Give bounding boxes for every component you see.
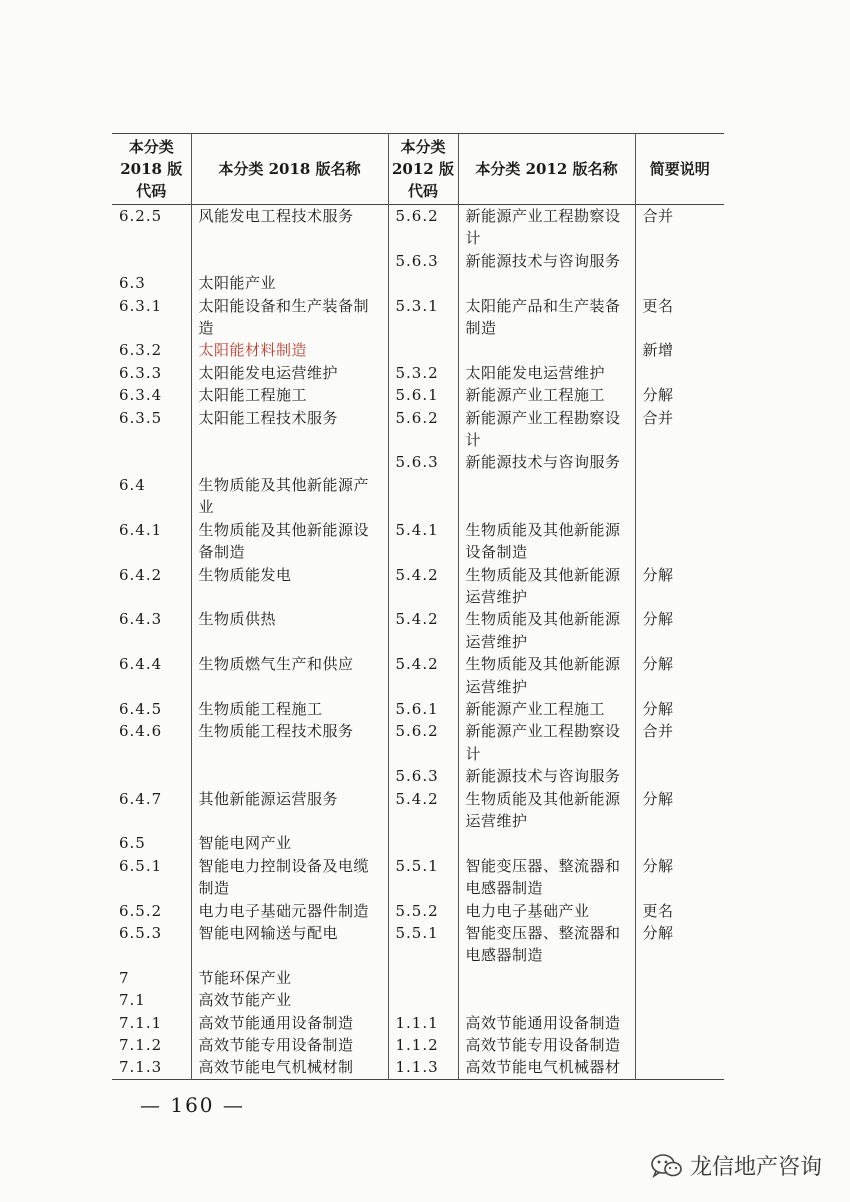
cell-code-2012: 5.4.1 <box>388 519 458 564</box>
cell-note <box>635 272 724 294</box>
cell-code-2018: 6.2.5 <box>112 205 191 250</box>
cell-code-2012: 1.1.3 <box>388 1056 458 1079</box>
cell-code-2012: 1.1.1 <box>388 1012 458 1034</box>
cell-name-2012: 电力电子基础产业 <box>458 900 635 922</box>
cell-name-2018: 生物质能及其他新能源设备制造 <box>191 519 388 564</box>
cell-code-2018: 7.1 <box>112 989 191 1011</box>
cell-note: 更名 <box>642 901 674 920</box>
table-row <box>112 967 724 989</box>
cell-name-2012: 新能源产业工程施工 <box>458 384 635 406</box>
cell-note <box>635 451 724 473</box>
cell-name-2012: 生物质能及其他新能源运营维护 <box>458 564 635 609</box>
cell-name-2012: 生物质能及其他新能源运营维护 <box>458 788 635 833</box>
cell-note: 分解 <box>642 699 674 718</box>
cell-name-2018: 生物质能及其他新能源产业 <box>191 474 388 519</box>
cell-code-2018: 6.5.2 <box>112 900 191 922</box>
cell-code-2018: 6.5.3 <box>112 922 191 967</box>
cell-name-2018: 生物质能工程技术服务 <box>191 720 388 765</box>
table-row <box>112 832 724 854</box>
cell-name-2012: 太阳能产品和生产装备制造 <box>458 295 635 340</box>
cell-code-2018: 6.4.5 <box>112 698 191 720</box>
table-row <box>112 1034 724 1056</box>
cell-name-2012: 高效节能通用设备制造 <box>458 1012 635 1034</box>
wechat-icon <box>650 1153 684 1179</box>
cell-note: 分解 <box>642 655 674 674</box>
cell-code-2012: 5.6.2 <box>388 407 458 452</box>
cell-code-2018: 7 <box>112 967 191 989</box>
table-row <box>112 900 724 922</box>
table-row <box>112 1012 724 1034</box>
header-note: 简要说明 <box>649 160 710 178</box>
table-row <box>112 339 724 361</box>
cell-code-2018 <box>112 250 191 272</box>
cell-note <box>635 1034 724 1056</box>
cell-note: 合并 <box>642 207 674 225</box>
cell-name-2018: 智能电力控制设备及电缆制造 <box>191 855 388 900</box>
classification-table-container <box>112 133 724 1080</box>
cell-name-2012: 智能变压器、整流器和电感器制造 <box>458 855 635 900</box>
cell-name-2018: 太阳能工程技术服务 <box>191 407 388 452</box>
cell-name-2012: 生物质能及其他新能源运营维护 <box>458 653 635 698</box>
cell-code-2018: 6.5 <box>112 832 191 854</box>
cell-name-2012 <box>458 967 635 989</box>
cell-code-2018: 6.4.4 <box>112 653 191 698</box>
cell-name-2012: 新能源技术与咨询服务 <box>458 250 635 272</box>
cell-code-2018 <box>112 765 191 787</box>
table-row <box>112 451 724 473</box>
cell-note <box>635 765 724 787</box>
table-row <box>112 362 724 384</box>
cell-note: 合并 <box>642 722 674 741</box>
cell-code-2012: 5.4.2 <box>388 564 458 609</box>
table-row <box>112 855 724 900</box>
table-row <box>112 295 724 340</box>
cell-code-2012: 5.5.2 <box>388 900 458 922</box>
cell-name-2012: 新能源技术与咨询服务 <box>458 765 635 787</box>
cell-code-2018: 6.3.3 <box>112 362 191 384</box>
cell-name-2018: 高效节能通用设备制造 <box>191 1012 388 1034</box>
cell-name-2012: 高效节能电气机械器材 <box>458 1056 635 1079</box>
cell-note: 分解 <box>642 856 674 875</box>
cell-note <box>635 519 724 564</box>
cell-name-2018: 其他新能源运营服务 <box>191 788 388 833</box>
cell-name-2018: 生物质能工程施工 <box>191 698 388 720</box>
cell-note: 分解 <box>642 610 674 629</box>
watermark-text: 龙信地产咨询 <box>689 1155 822 1180</box>
cell-code-2012: 5.6.1 <box>388 384 458 406</box>
table-row <box>112 272 724 294</box>
cell-code-2012: 1.1.2 <box>388 1034 458 1056</box>
cell-code-2018: 6.3.5 <box>112 407 191 452</box>
table-row <box>112 608 724 653</box>
table-row <box>112 653 724 698</box>
cell-code-2012: 5.6.2 <box>388 205 458 250</box>
cell-code-2012: 5.3.1 <box>388 295 458 340</box>
cell-name-2018: 生物质能发电 <box>191 564 388 609</box>
table-row <box>112 989 724 1011</box>
table-row <box>112 788 724 833</box>
cell-name-2018: 风能发电工程技术服务 <box>191 205 388 250</box>
cell-name-2018: 高效节能电气机械材制 <box>191 1056 388 1079</box>
cell-note: 分解 <box>642 924 674 942</box>
cell-note <box>635 1012 724 1034</box>
cell-name-2018: 电力电子基础元器件制造 <box>191 900 388 922</box>
cell-code-2012: 5.3.2 <box>388 362 458 384</box>
header-2012-code: 本分类 2012 版 代码 <box>388 134 458 205</box>
cell-code-2012: 5.6.2 <box>388 720 458 765</box>
cell-note: 新增 <box>642 341 674 360</box>
cell-name-2012: 新能源产业工程施工 <box>458 698 635 720</box>
cell-note <box>635 832 724 854</box>
cell-code-2012: 5.4.2 <box>388 653 458 698</box>
table-row <box>112 205 724 250</box>
cell-name-2012 <box>458 989 635 1011</box>
table-row <box>112 720 724 765</box>
cell-name-2012: 智能变压器、整流器和电感器制造 <box>458 922 635 967</box>
cell-code-2018: 7.1.2 <box>112 1034 191 1056</box>
cell-code-2012 <box>388 989 458 1011</box>
cell-code-2018: 6.3.2 <box>112 339 191 361</box>
cell-code-2018: 6.4.7 <box>112 788 191 833</box>
cell-code-2012: 5.6.3 <box>388 451 458 473</box>
cell-note: 分解 <box>642 565 674 584</box>
classification-table <box>112 133 724 1080</box>
header-2018-code: 本分类 2018 版 代码 <box>112 134 191 205</box>
cell-code-2012 <box>388 967 458 989</box>
table-body <box>112 205 724 1080</box>
cell-name-2012: 新能源技术与咨询服务 <box>458 451 635 473</box>
cell-name-2012 <box>458 474 635 519</box>
cell-note <box>635 967 724 989</box>
table-row <box>112 564 724 609</box>
cell-name-2012: 新能源产业工程勘察设计 <box>458 720 635 765</box>
cell-name-2018: 太阳能设备和生产装备制造 <box>191 295 388 340</box>
cell-name-2018: 生物质供热 <box>191 608 388 653</box>
table-row <box>112 250 724 272</box>
watermark <box>650 1150 822 1181</box>
cell-code-2018: 7.1.3 <box>112 1056 191 1079</box>
cell-code-2018: 6.4.2 <box>112 564 191 609</box>
cell-note <box>635 474 724 519</box>
cell-code-2012: 5.5.1 <box>388 855 458 900</box>
cell-note: 分解 <box>642 386 674 405</box>
table-row <box>112 1056 724 1079</box>
table-row <box>112 474 724 519</box>
table-row <box>112 765 724 787</box>
table-row <box>112 698 724 720</box>
cell-note <box>635 1056 724 1079</box>
cell-name-2012: 生物质能及其他新能源运营维护 <box>458 608 635 653</box>
table-row <box>112 519 724 564</box>
cell-name-2012 <box>458 832 635 854</box>
cell-code-2018: 6.3 <box>112 272 191 294</box>
cell-name-2018: 高效节能专用设备制造 <box>191 1034 388 1056</box>
cell-note: 更名 <box>642 296 674 315</box>
cell-name-2012: 高效节能专用设备制造 <box>458 1034 635 1056</box>
cell-name-2018: 太阳能产业 <box>191 272 388 294</box>
cell-note: 合并 <box>642 408 674 427</box>
cell-code-2012: 5.4.2 <box>388 608 458 653</box>
page-number: — 160 — <box>140 1093 245 1117</box>
cell-code-2018: 6.4 <box>112 474 191 519</box>
cell-name-2018: 高效节能产业 <box>191 989 388 1011</box>
cell-code-2018: 7.1.1 <box>112 1012 191 1034</box>
cell-name-2012 <box>458 339 635 361</box>
cell-name-2018: 太阳能材料制造 <box>191 339 388 361</box>
cell-code-2012 <box>388 272 458 294</box>
cell-name-2012 <box>458 272 635 294</box>
table-row <box>112 407 724 452</box>
cell-code-2012: 5.5.1 <box>388 922 458 967</box>
cell-code-2018: 6.5.1 <box>112 855 191 900</box>
cell-name-2018: 太阳能发电运营维护 <box>191 362 388 384</box>
cell-name-2018 <box>191 765 388 787</box>
cell-code-2012: 5.6.3 <box>388 250 458 272</box>
cell-name-2018: 生物质燃气生产和供应 <box>191 653 388 698</box>
cell-name-2012: 太阳能发电运营维护 <box>458 362 635 384</box>
cell-name-2018: 太阳能工程施工 <box>191 384 388 406</box>
cell-note: 分解 <box>642 789 674 808</box>
cell-code-2012: 5.4.2 <box>388 788 458 833</box>
table-row <box>112 922 724 967</box>
cell-note <box>635 362 724 384</box>
cell-name-2018 <box>191 451 388 473</box>
cell-name-2012: 新能源产业工程勘察设计 <box>458 205 635 250</box>
cell-code-2012 <box>388 339 458 361</box>
cell-code-2018 <box>112 451 191 473</box>
cell-code-2018: 6.4.3 <box>112 608 191 653</box>
header-2012-name: 本分类 2012 版名称 <box>458 134 635 205</box>
table-header <box>112 134 724 205</box>
cell-code-2012: 5.6.3 <box>388 765 458 787</box>
header-2018-name: 本分类 2018 版名称 <box>191 134 388 205</box>
cell-note <box>635 250 724 272</box>
cell-name-2012: 生物质能及其他新能源设备制造 <box>458 519 635 564</box>
table-row <box>112 384 724 406</box>
cell-code-2018: 6.4.6 <box>112 720 191 765</box>
cell-name-2012: 新能源产业工程勘察设计 <box>458 407 635 452</box>
cell-name-2018: 节能环保产业 <box>191 967 388 989</box>
cell-name-2018: 智能电网产业 <box>191 832 388 854</box>
cell-code-2012 <box>388 474 458 519</box>
cell-note <box>635 989 724 1011</box>
cell-code-2018: 6.3.1 <box>112 295 191 340</box>
cell-code-2012: 5.6.1 <box>388 698 458 720</box>
cell-code-2012 <box>388 832 458 854</box>
cell-name-2018 <box>191 250 388 272</box>
cell-code-2018: 6.4.1 <box>112 519 191 564</box>
cell-name-2018: 智能电网输送与配电 <box>191 922 388 967</box>
cell-code-2018: 6.3.4 <box>112 384 191 406</box>
